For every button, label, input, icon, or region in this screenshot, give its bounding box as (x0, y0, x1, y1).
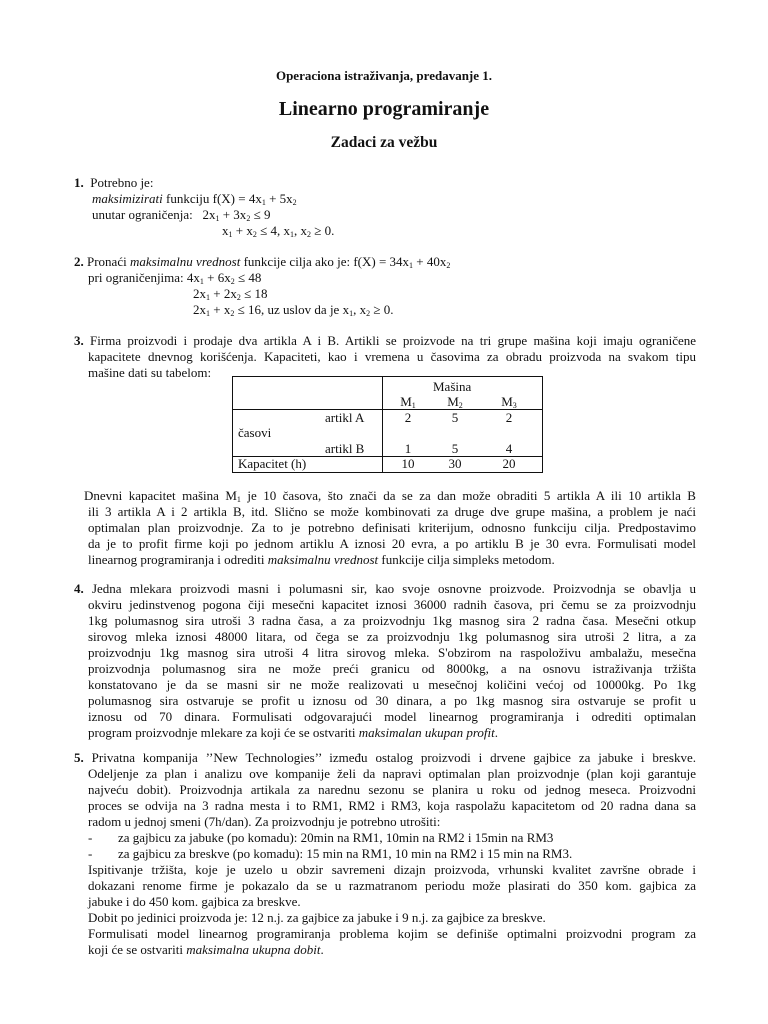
table-cell: 10 (401, 456, 415, 471)
task-3-line: mašine dati su tabelom: (88, 365, 212, 380)
task-5-line: Dobit po jedinici proizvoda je: 12 n.j. za gajbice za jabuke i 9 n.j. za gajbice za breskve. (88, 910, 546, 925)
task-2-objective: 2. Pronaći maksimalnu vrednost funkcije cilja ako je: $f(X) = 34x_1 + 40x_2$ (74, 254, 451, 270)
task-3-line: Dnevni kapacitet mašina $M_1$ je 10 časova, što znači da se za dan može obraditi 5 artikla A ili 10 artikla B (84, 488, 696, 504)
table-cell: 2 (505, 410, 513, 425)
task-3-line: da je to profit firme koji po jednom artiklu A iznosi 20 evra, a po artiklu B je 30 evra. Formulisati model (88, 536, 696, 551)
task-number: 2. (74, 254, 84, 269)
capacity-table (232, 376, 543, 473)
table-row-label: artikl B (325, 441, 365, 456)
table-row-label: Kapacitet (h) (238, 456, 307, 471)
task-5-line: radom u jednoj smeni (7h/dan). Za proizvodnju je potrebno utrošiti: (88, 814, 441, 829)
table-header-machine: Mašina (433, 379, 472, 394)
task-5-bullet-text: za gajbicu za breskve (po komadu): 15 min na RM1, 10 min na RM2 i 15 min na RM3. (118, 846, 573, 861)
table-cell: 4 (505, 441, 513, 456)
task-1-intro: 1. Potrebno je: (74, 175, 154, 190)
table-cell: 5 (451, 410, 459, 425)
task-4-line: sirovog mleka iznosi 48000 litara, od čega se za proizvodnju 1kg polumasnog sira utroši 2 litra, a za (88, 629, 696, 644)
task-4-line: proizvodnju 1kg masnog sira utroši 4 litra sirovog mleka. S'obzirom na raspoloživu ambalažu, mesečna (88, 645, 696, 660)
task-2-constraint-3: $2x_1 + x_2 \le 16$, uz uslov da je $x_1$, $x_2 \ge 0$. (193, 302, 394, 318)
page-subtitle: Zadaci za vežbu (330, 134, 438, 151)
task-1-constraint-1: unutar ograničenja: $2x_1 + 3x_2 \le 9$ (92, 207, 271, 223)
task-5-line: koji će se ostvariti maksimalna ukupna dobit. (88, 942, 324, 957)
task-5-bullet (88, 846, 92, 862)
dash-bullet: - (88, 830, 93, 845)
task-3-line: ili 3 artikla A i 2 artikla B, itd. Slično se može kombinovati za druge dve grupe mašina, a problem je naći (88, 504, 696, 519)
table-cell: 2 (404, 410, 412, 425)
task-number: 4. (74, 581, 84, 596)
task-2-constraint-1: pri ograničenjima: $4x_1 + 6x_2 \le 48$ (88, 270, 262, 286)
table-row-label: artikl A (325, 410, 365, 425)
task-3-line: 3. Firma proizvodi i prodaje dva artikla A i B. Artikli se proizvode na tri grupe mašina koji imaju ograničene (74, 333, 697, 348)
page-title: Linearno programiranje (278, 98, 490, 120)
task-4-line: program proizvodnje mlekare za koji će se ostvariti maksimalan ukupan profit. (88, 725, 498, 740)
task-5-line: Formulisati model linearnog programiranja problema kojim se definiše optimalni proizvodni program za (88, 926, 696, 941)
task-5-line: Odeljenje za plan i analizu ove kompanije želi da napravi optimalan plan proizvodnje (plan koji garantuje (88, 766, 696, 781)
task-5-line: dokazani renome firme je pokazalo da se u razmatranom periodu može plasirati do 350 kom. gajbica za (88, 878, 696, 893)
table-cell: 30 (448, 456, 462, 471)
task-4-line: iznosu od 70 dinara. Formulisati odgovarajući model linearnog programiranja i odrediti optimalan (88, 709, 696, 724)
task-4-line: proizvodnja polumasnog sira ne može preći granicu od 8000kg, a na osnovu istraživanja tržišta (88, 661, 696, 676)
task-5-line: 5. Privatna kompanija ’’New Technologies’’ između ostalog proizvodi i drvene gajbice za jabuke i breskve. (74, 750, 697, 765)
table-group-label: časovi (238, 425, 272, 440)
task-5-bullet-text: za gajbicu za jabuke (po komadu): 20min na RM1, 10min na RM2 i 15min na RM3 (118, 830, 554, 845)
table-header-m2: $M_2$ (447, 394, 463, 410)
table-header-m1: $M_1$ (400, 394, 416, 410)
task-4-line: konstatovano je da se masni sir ne može realizovati u mesečnoj količini većoj od 10000kg. Po 1kg (88, 677, 696, 692)
table-cell: 1 (404, 441, 412, 456)
task-3-line: kapacitete dnevnog korišćenja. Kapaciteti, kao i vremena u časovima za obradu proizvoda na svakom tipu (88, 349, 696, 364)
task-4-line: polumasnog sira ostvaruje se profit u iznosu od 30 dinara, a po 1kg masnog sira ostvaruje se profit u (88, 693, 696, 708)
task-5-line: najveću dobit). Proizvodnja artikala za narednu sezonu se planira u roku od jednog meseca. Proizvodni (88, 782, 696, 797)
task-2-constraint-2: $2x_1 + 2x_2 \le 18$ (193, 286, 268, 302)
table-cell: 5 (451, 441, 459, 456)
table-divider (382, 377, 383, 472)
task-number: 3. (74, 333, 84, 348)
dash-bullet: - (88, 846, 93, 861)
task-4-line: 4. Jedna mlekara proizvodi masni i polumasni sir, kao svoje osnovne proizvode. Proizvodnja se obavlja u (74, 581, 697, 596)
task-3-line: optimalan plan proizvodnje. Za to je potrebno definisati kriterijum, odnosno funkciju cilja. Predpostavimo (88, 520, 696, 535)
course-title: Operaciona istraživanja, predavanje 1. (275, 68, 493, 83)
task-5-line: jabuke i do 450 kom. gajbica za breskve. (88, 894, 301, 909)
task-1-constraint-2: $x_1 + x_2 \le 4$, $x_1$, $x_2 \ge 0$. (222, 223, 335, 239)
task-5-bullet (88, 830, 92, 846)
table-header-m3: $M_3$ (501, 394, 517, 410)
task-4-line: okviru jedinstvenog pogona čiji mesečni kapacitet iznosi 36000 radnih časova, pri čemu se za proizvodnju (88, 597, 696, 612)
task-5-line: Ispitivanje tržišta, koje je uzelo u obzir savremeni dizajn proizvoda, vrhunski kvalitet završne obrade i (88, 862, 696, 877)
task-number: 5. (74, 750, 84, 765)
task-4-line: 1kg polumasnog sira utroši 3 radna časa, a za proizvodnju 1kg masnog sira 2 radna časa. Mesečni otkup (88, 613, 696, 628)
task-1-objective: maksimizirati funkciju $f(X) = 4x_1 + 5x_2$ (92, 191, 297, 207)
table-cell: 20 (502, 456, 516, 471)
task-number: 1. (74, 175, 84, 190)
task-3-line: linearnog programiranja i odrediti maksimalnu vrednost funkcije cilja simpleks metodom. (88, 552, 555, 567)
task-5-line: proces se odvija na 3 radna mesta i to RM1, RM2 i RM3, koja raspolažu kapacitetom od 20 radna dana sa (88, 798, 696, 813)
